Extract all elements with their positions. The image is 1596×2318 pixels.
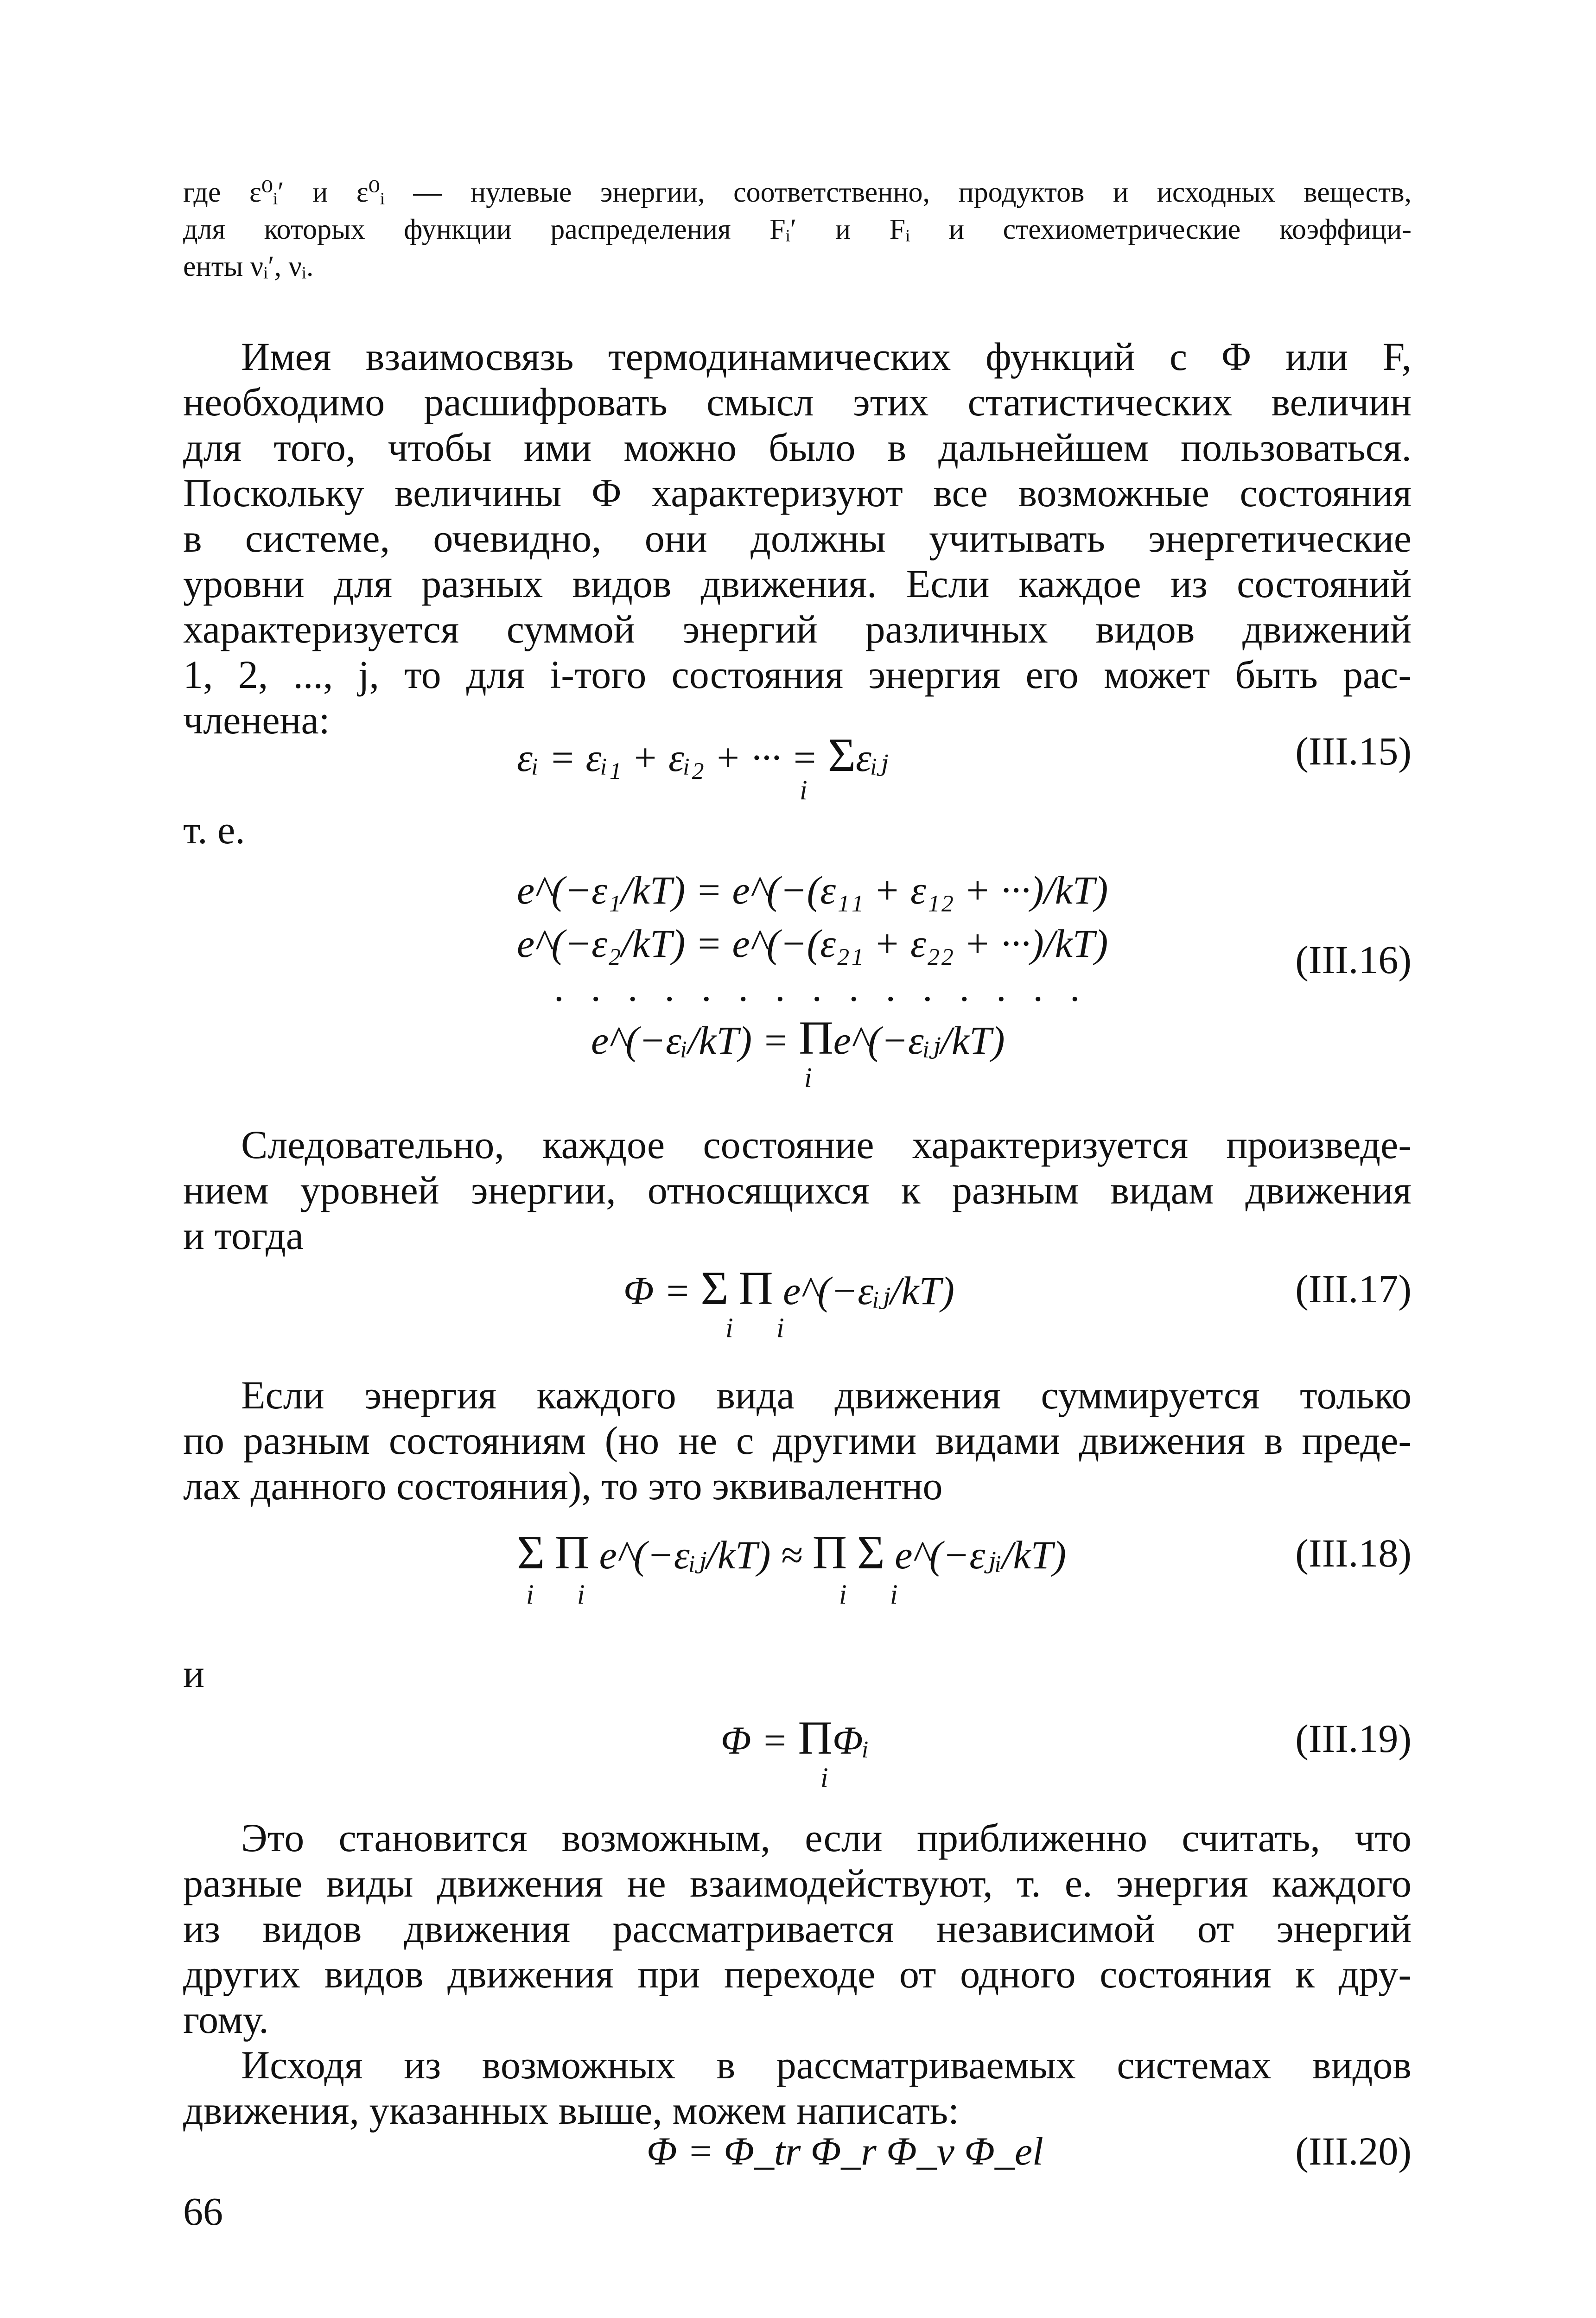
product-index: i <box>804 1062 812 1093</box>
text-line: в системе, очевидно, они должны учитывать энергетические <box>183 516 1412 560</box>
text-line: Следовательно, каждое состояние характеризуется произведе- <box>241 1122 1412 1167</box>
sum-symbol: Σ <box>827 729 856 782</box>
equation-term: Φᵢ <box>833 1718 870 1763</box>
text-line: разные виды движения не взаимодействуют, т. е. энергия каждого <box>183 1861 1412 1905</box>
product-symbol: Π <box>798 1712 833 1764</box>
equation-body <box>517 1525 1066 1580</box>
intro-line: для которых функции распределения Fᵢ′ и Fᵢ и стехиометрические коэффици- <box>183 214 1412 245</box>
equation-term: e^(−εᵢⱼ/kT) <box>599 1533 771 1577</box>
paragraph-summation <box>183 1372 1412 1509</box>
intro-line: енты νᵢ′, νᵢ. <box>183 251 314 282</box>
sum-index: i <box>725 1312 733 1343</box>
equation-line: e^(−ε₂/kT) = e^(−(ε₂₁ + ε₂₂ + ···)/kT) <box>517 921 1108 966</box>
text-line: членена: <box>183 698 330 742</box>
te-label: т. е. <box>183 808 245 852</box>
text-line: и тогда <box>183 1213 304 1258</box>
page-number: 66 <box>183 2189 223 2234</box>
equation-body: Φ = Φ_tr Φ_r Φ_v Φ_el <box>647 2129 1043 2173</box>
text-line: движения, указанных выше, можем написать: <box>183 2088 959 2133</box>
product-symbol: Π <box>554 1526 590 1579</box>
equation-number: (III.17) <box>1295 1267 1412 1311</box>
text-line: уровни для разных видов движения. Если каждое из состояний <box>183 561 1412 606</box>
equation-III-20 <box>183 2128 1412 2193</box>
text-line: необходимо расшифровать смысл этих статистических величин <box>183 380 1412 424</box>
sum-index: i <box>890 1579 898 1610</box>
equation-line: e^(−ε₁/kT) = e^(−(ε₁₁ + ε₁₂ + ···)/kT) <box>517 868 1108 912</box>
paragraph-product <box>183 1122 1412 1258</box>
text-line: Исходя из возможных в рассматриваемых системах видов <box>241 2043 1412 2087</box>
sum-index: i <box>800 775 808 805</box>
equation-term: e^(−εᵢⱼ/kT) <box>833 1018 1005 1063</box>
product-symbol: Π <box>812 1526 847 1579</box>
equation-III-16 <box>183 867 1412 1108</box>
equation-III-19 <box>183 1711 1412 1794</box>
product-index: i <box>776 1312 784 1343</box>
equation-lhs: e^(−εᵢ/kT) = <box>591 1018 799 1063</box>
text-line: из видов движения рассматривается независимой от энергий <box>183 1906 1412 1951</box>
product-symbol: Π <box>738 1262 773 1315</box>
product-symbol: Π <box>799 1012 833 1064</box>
text-line: лах данного состояния), то это эквивалентно <box>183 1464 943 1508</box>
product-index: i <box>577 1579 585 1610</box>
sum-symbol: Σ <box>857 1526 885 1579</box>
equation-lhs: Φ = <box>721 1718 798 1763</box>
equation-number: (III.16) <box>1295 937 1412 982</box>
paragraph-thermo-functions <box>183 334 1412 743</box>
product-index: i <box>820 1762 828 1793</box>
text-line: Это становится возможным, если приближенно считать, что <box>241 1815 1412 1860</box>
text-line: по разным состояниям (но не с другими видами движения в преде- <box>183 1418 1412 1463</box>
equation-number: (III.20) <box>1295 2129 1412 2173</box>
product-index: i <box>839 1579 847 1610</box>
and-label: и <box>183 1651 205 1696</box>
equation-body <box>721 1711 869 1765</box>
sum-symbol: Σ <box>700 1262 729 1315</box>
equation-III-18 <box>183 1525 1412 1609</box>
approx-symbol: ≈ <box>780 1533 803 1577</box>
text-line: характеризуется суммой энергий различных видов движений <box>183 607 1412 651</box>
text-line: гому. <box>183 1997 269 2042</box>
intro-paragraph <box>183 174 1412 285</box>
text-line: для того, чтобы ими можно было в дальнейшем пользоваться. <box>183 425 1412 470</box>
text-line: нием уровней энергии, относящихся к разным видам движения <box>183 1168 1412 1212</box>
equation-line <box>591 1011 1005 1065</box>
equation-lhs: Φ = <box>623 1268 701 1313</box>
equation-term: εᵢⱼ <box>855 735 889 780</box>
sum-index: i <box>526 1579 534 1610</box>
text-line: 1, 2, ..., j, то для i-того состояния энергия его может быть рас- <box>183 652 1412 697</box>
equation-number: (III.15) <box>1295 729 1412 773</box>
intro-line: где ε⁰ᵢ′ и ε⁰ᵢ — нулевые энергии, соответственно, продуктов и исходных веществ, <box>183 177 1412 208</box>
paragraph-motion-types <box>183 2042 1412 2133</box>
text-line: Если энергия каждого вида движения суммируется только <box>241 1373 1412 1417</box>
sum-symbol: Σ <box>517 1526 545 1579</box>
paragraph-independence <box>183 1815 1412 2042</box>
equation-III-17 <box>183 1261 1412 1344</box>
text-line: Имея взаимосвязь термодинамических функций с Φ или F, <box>241 334 1412 379</box>
equation-body <box>623 1261 954 1316</box>
equation-term: e^(−εⱼᵢ/kT) <box>895 1533 1067 1577</box>
equation-body <box>517 728 888 783</box>
equation-number: (III.19) <box>1295 1716 1412 1761</box>
ellipsis-row: ............... <box>554 965 1107 1010</box>
text-line: других видов движения при переходе от одного состояния к дру- <box>183 1952 1412 1996</box>
equation-lhs: εᵢ = εᵢ₁ + εᵢ₂ + ··· = <box>517 735 828 780</box>
equation-III-15 <box>183 728 1412 805</box>
equation-number: (III.18) <box>1295 1531 1412 1575</box>
text-line: Поскольку величины Φ характеризуют все возможные состояния <box>183 471 1412 515</box>
equation-term: e^(−εᵢⱼ/kT) <box>783 1268 954 1313</box>
